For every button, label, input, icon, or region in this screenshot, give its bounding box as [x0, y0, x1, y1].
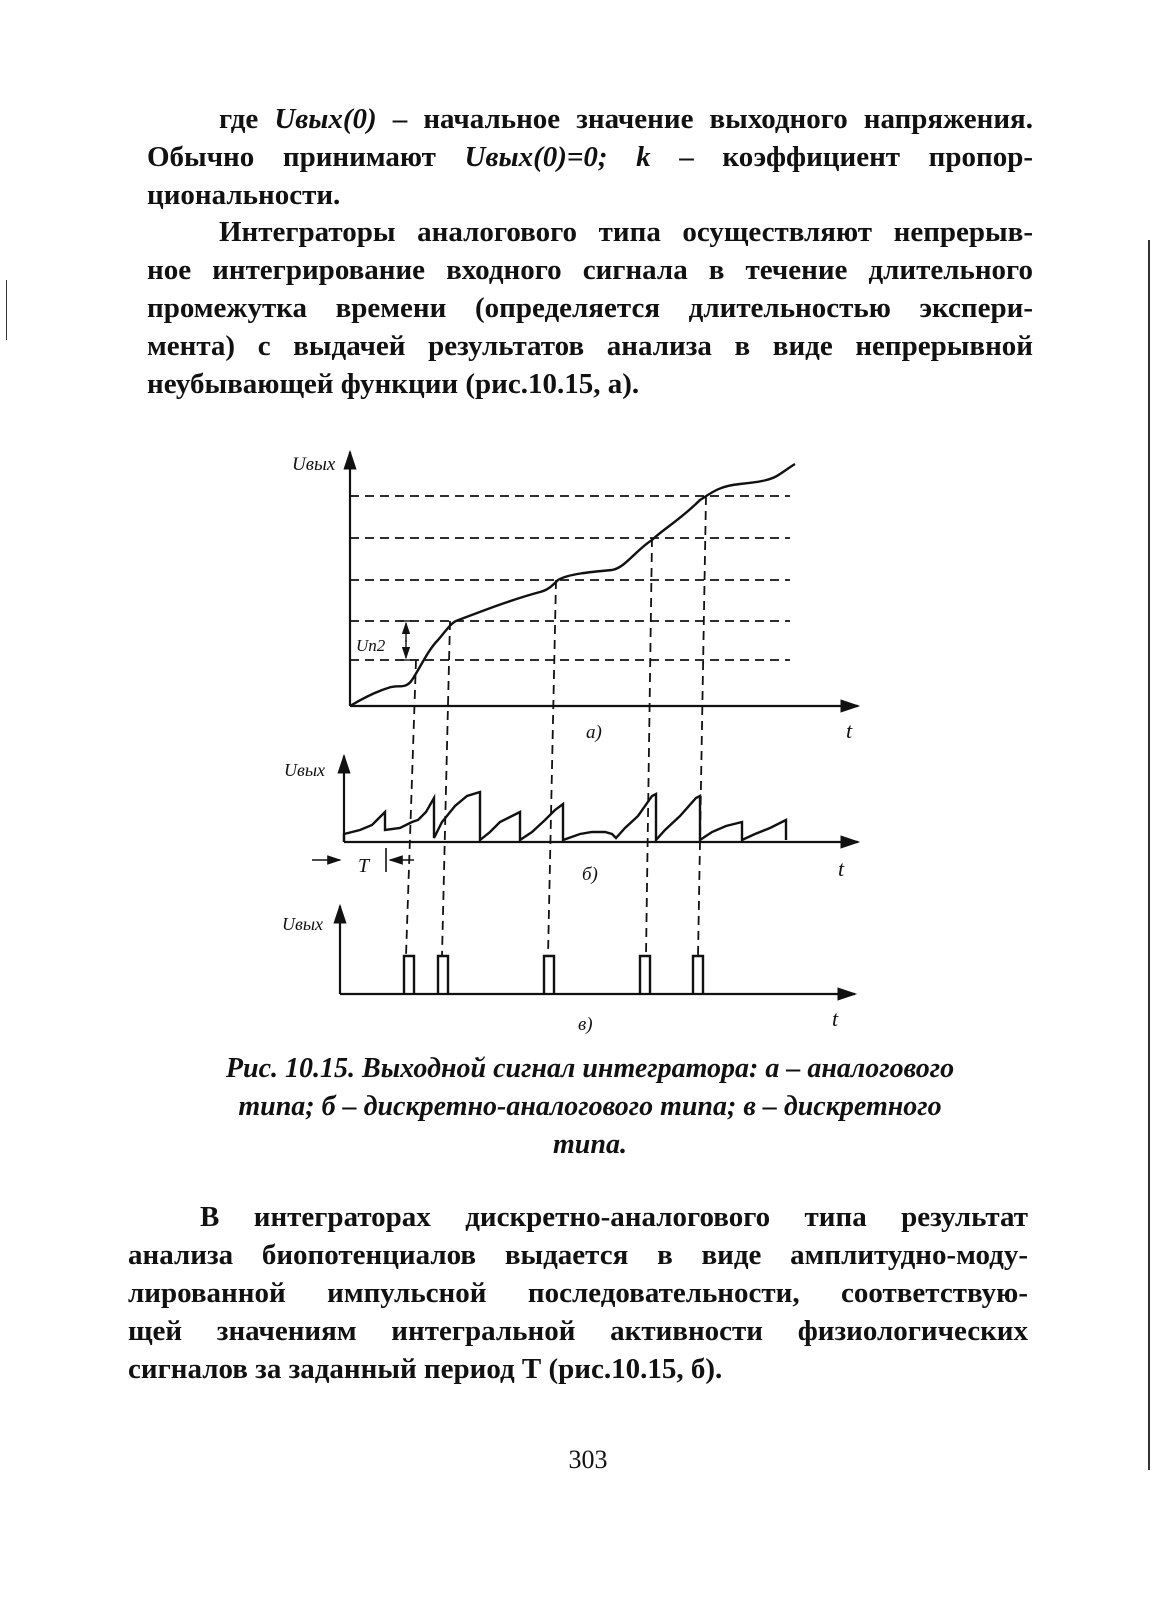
- caption-line: Рис. 10.15. Выходной сигнал интегратора: а – аналогового: [225, 1053, 955, 1084]
- step-indicator: [356, 621, 412, 660]
- pulse: [693, 956, 703, 994]
- paragraph-1-line-2: [147, 138, 1033, 176]
- text-segment: – коэффициент пропор-: [650, 141, 1033, 173]
- text-segment: – начальное значение выходного напряжения.: [376, 103, 1033, 135]
- page-number: 303: [568, 1445, 608, 1474]
- paragraph-2-line: промежутка времени (определяется длительностью экспери-: [147, 292, 1033, 324]
- crossing-connectors: [406, 496, 706, 956]
- pulses: [404, 956, 703, 994]
- paragraph-3-line: анализа биопотенциалов выдается в виде амплитудно-моду-: [128, 1239, 1028, 1271]
- panel-c-y-label: Uвых: [282, 914, 323, 934]
- formula-u-out-0: Uвых(0): [274, 103, 377, 135]
- pulse: [544, 956, 554, 994]
- connector-line: [698, 496, 706, 956]
- scan-edge-right: [1148, 240, 1150, 1470]
- figure-caption: [120, 1050, 1060, 1164]
- paragraph-2-line: мента) с выдачей результатов анализа в виде непрерывной: [147, 330, 1033, 362]
- paragraph-3-line: лированной импульсной последовательности, соответствую-: [128, 1277, 1028, 1309]
- paragraph-2-line: ное интегрирование входного сигнала в течение длительного: [147, 254, 1033, 286]
- paragraph-1-line-1: [147, 100, 1033, 138]
- panel-a: [292, 452, 858, 743]
- paragraph-1-line-3: [147, 176, 1033, 214]
- period-indicator: [312, 848, 414, 877]
- pulse: [640, 956, 650, 994]
- panel-b-sub-label: б): [582, 864, 598, 885]
- panel-b: [284, 756, 858, 885]
- pulse: [404, 956, 414, 994]
- caption-line: типа.: [553, 1129, 627, 1160]
- panel-a-sub-label: а): [586, 722, 602, 743]
- panel-c-x-label: t: [832, 1006, 839, 1031]
- connector-line: [442, 621, 450, 956]
- panel-b-x-label: t: [838, 856, 845, 881]
- scan-edge-left: [6, 280, 7, 340]
- panel-a-x-label: t: [846, 718, 853, 743]
- figure-integrator-output: [270, 440, 870, 1040]
- panel-c: [282, 906, 855, 1035]
- step-label: Uп2: [356, 636, 386, 655]
- paragraph-2-line: неубывающей функции (рис.10.15, а).: [147, 368, 640, 400]
- connector-line: [548, 580, 556, 956]
- paragraph-3: [128, 1198, 1028, 1388]
- period-label: T: [358, 855, 370, 877]
- pulse: [438, 956, 448, 994]
- text-segment: где: [219, 103, 275, 135]
- integral-curve: [350, 464, 795, 706]
- paragraph-3-line: В интеграторах дискретно-аналогового типа результат: [200, 1201, 1028, 1233]
- panel-b-y-label: Uвых: [284, 760, 325, 780]
- paragraph-1: [147, 100, 1033, 214]
- paragraph-2-line: Интеграторы аналогового типа осуществляют непрерыв-: [219, 216, 1033, 248]
- paragraph-3-line: щей значениям интегральной активности физиологических: [128, 1315, 1028, 1347]
- panel-c-sub-label: в): [578, 1014, 593, 1035]
- formula-u-out-0-zero: Uвых(0)=0; k: [464, 141, 651, 173]
- level-lines: [350, 496, 790, 660]
- paragraph-2: [147, 213, 1033, 403]
- connector-line: [406, 660, 416, 956]
- connector-line: [646, 538, 652, 956]
- text-segment: Обычно принимают: [147, 141, 465, 173]
- caption-line: типа; б – дискретно-аналогового типа; в – дискретного: [238, 1091, 942, 1122]
- panel-a-y-label: Uвых: [292, 454, 336, 475]
- text-segment: циональности.: [147, 179, 341, 211]
- paragraph-3-line: сигналов за заданный период Т (рис.10.15, б).: [128, 1353, 723, 1385]
